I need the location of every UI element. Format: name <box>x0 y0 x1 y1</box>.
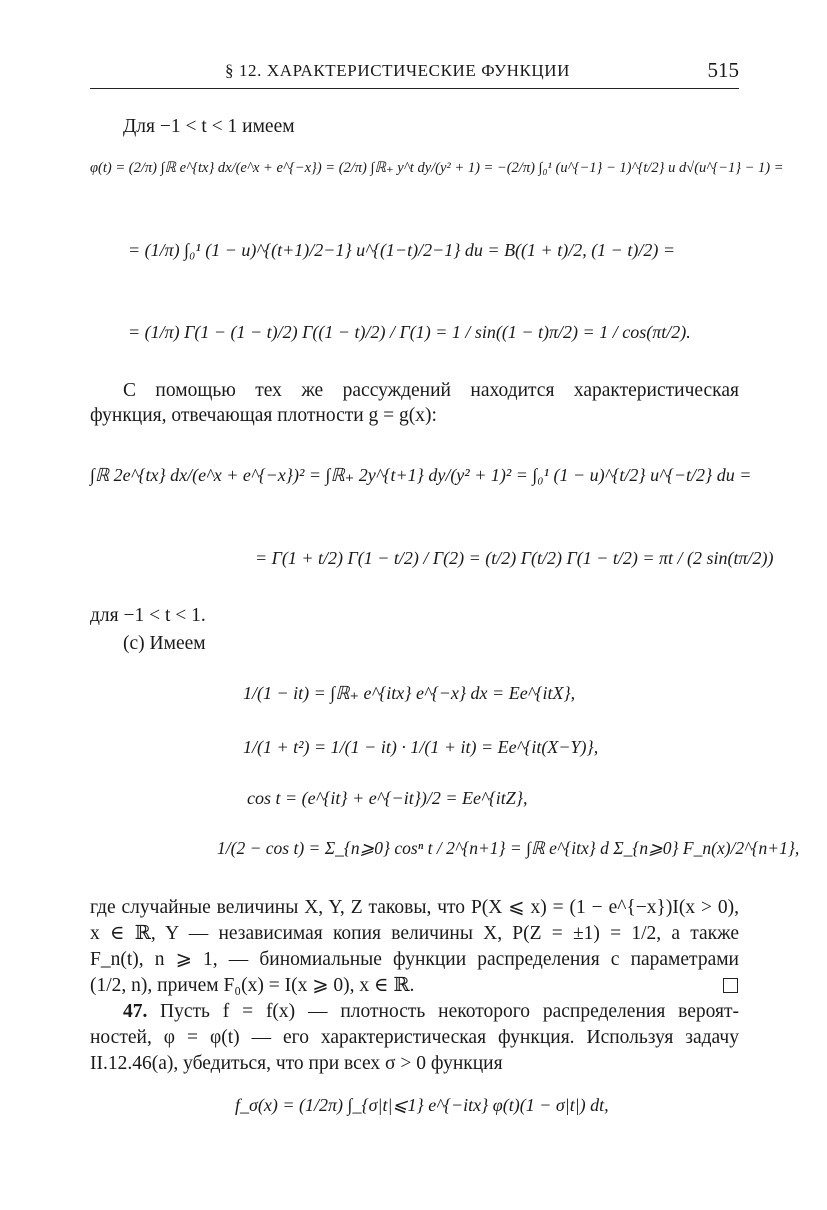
running-title: § 12. ХАРАКТЕРИСТИЧЕСКИЕ ФУНКЦИИ <box>225 61 571 80</box>
equation-phi-line-2: = (1/π) ∫₀¹ (1 − u)^{(t+1)/2−1} u^{(1−t)/2−1} du = B((1 + t)/2, (1 − t)/2) = <box>128 240 675 260</box>
paragraph-5-line-3: F_n(t), n ⩾ 1, — биномиальные функции распределения с параметрами <box>90 949 739 970</box>
equation-g-line-1: ∫ℝ 2e^{tx} dx/(e^x + e^{−x})² = ∫ℝ₊ 2y^{t+1} dy/(y² + 1)² = ∫₀¹ (1 − u)^{t/2} u^{−t/2} du = <box>90 465 752 485</box>
equation-g-line-2: = Γ(1 + t/2) Γ(1 − t/2) / Γ(2) = (t/2) Γ(t/2) Γ(1 − t/2) = πt / (2 sin(tπ/2)) <box>255 548 774 568</box>
running-header <box>90 58 739 89</box>
equation-phi-line-1: φ(t) = (2/π) ∫ℝ e^{tx} dx/(e^x + e^{−x}) = (2/π) ∫ℝ₊ y^t dy/(y² + 1) = −(2/π) ∫₀¹ (u^{−1} − 1)^{t/2} u d√(u^{−1} − 1) = <box>90 160 784 176</box>
problem-number: 47. <box>123 1001 148 1022</box>
paragraph-6-line-3: II.12.46(a), убедиться, что при всех σ > 0 функция <box>90 1053 503 1074</box>
equation-c-line-1: 1/(1 − it) = ∫ℝ₊ e^{itx} e^{−x} dx = Ee^{itX}, <box>243 683 576 703</box>
qed-square-icon <box>723 978 738 993</box>
paragraph-6-line-2: ностей, φ = φ(t) — его характеристическая функция. Используя задачу <box>90 1027 739 1048</box>
equation-phi-line-3: = (1/π) Γ(1 − (1 − t)/2) Γ((1 − t)/2) / Γ(1) = 1 / sin((1 − t)π/2) = 1 / cos(πt/2). <box>128 322 691 342</box>
paragraph-5-line-1: где случайные величины X, Y, Z таковы, что P(X ⩽ x) = (1 − e^{−x})I(x > 0), <box>90 897 739 918</box>
paragraph-part-c: (c) Имеем <box>123 633 206 654</box>
paragraph-5-line-4: (1/2, n), причем F₀(x) = I(x ⩾ 0), x ∈ ℝ. <box>90 975 415 996</box>
equation-c-line-4: 1/(2 − cos t) = Σ_{n⩾0} cosⁿ t / 2^{n+1} = ∫ℝ e^{itx} d Σ_{n⩾0} F_n(x)/2^{n+1}, <box>217 838 800 858</box>
paragraph-5-line-2: x ∈ ℝ, Y — независимая копия величины X, P(Z = ±1) = 1/2, а также <box>90 923 739 944</box>
paragraph-2-line-1: С помощью тех же рассуждений находится характеристическая <box>123 380 739 401</box>
paragraph-intro: Для −1 < t < 1 имеем <box>123 116 295 137</box>
paragraph-2-line-2: функция, отвечающая плотности g = g(x): <box>90 405 437 426</box>
paragraph-range: для −1 < t < 1. <box>90 605 206 626</box>
page-number: 515 <box>707 58 739 82</box>
equation-f-sigma: f_σ(x) = (1/2π) ∫_{σ|t|⩽1} e^{−itx} φ(t)(1 − σ|t|) dt, <box>235 1095 609 1115</box>
equation-c-line-3: cos t = (e^{it} + e^{−it})/2 = Ee^{itZ}, <box>247 788 528 808</box>
paragraph-6-line-1: Пусть f = f(x) — плотность некоторого распределения вероят- <box>160 1001 739 1022</box>
equation-c-line-2: 1/(1 + t²) = 1/(1 − it) · 1/(1 + it) = Ee^{it(X−Y)}, <box>243 737 599 757</box>
